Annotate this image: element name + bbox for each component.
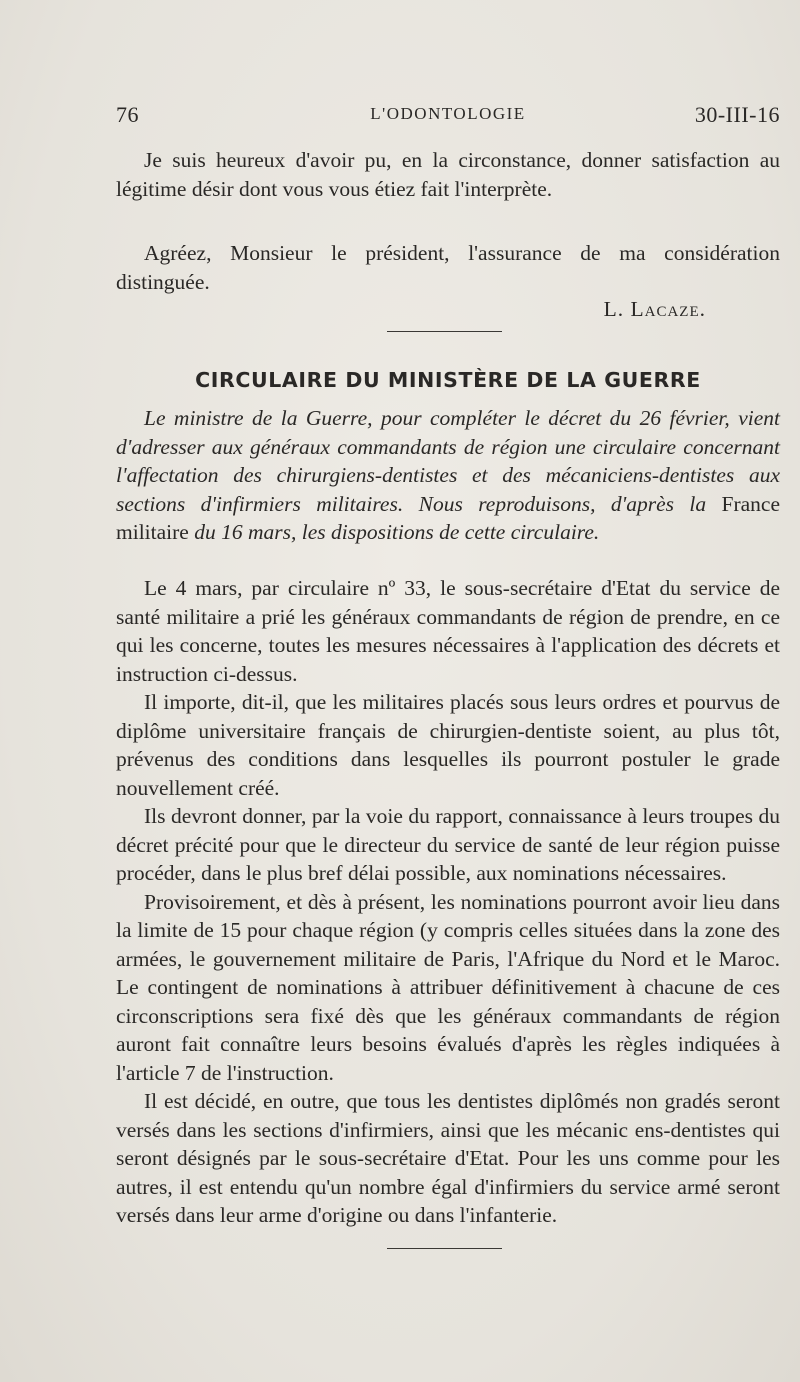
section-divider (387, 331, 502, 332)
signature (604, 297, 706, 322)
letter-paragraph-2 (116, 239, 780, 296)
intro-text-2: du 16 mars, les dispositions de cette circulaire. (188, 520, 600, 545)
intro-text-1: Le ministre de la Guerre, pour compléter le décret du 26 février, vient d'adresser aux généraux commandants de région une circulaire concernant l'affectation des chirurgiens-dentistes et des mécaniciens-dentistes aux sections d'infirmiers militaires. Nous reproduisons, d'après la (116, 406, 780, 516)
article-body (116, 574, 780, 1230)
intro-source: France militaire (116, 491, 780, 545)
issue-date: 30-III-16 (694, 102, 780, 127)
intro-paragraph (116, 404, 780, 547)
paragraph: Il importe, dit-il, que les militaires placés sous leurs ordres et pourvus de diplôme universitaire français de chirurgien-dentiste soient, au plus tôt, prévenus des conditions dans lesquelles ils pourront postuler le grade nouvellement créé. (116, 690, 780, 800)
paragraph: Provisoirement, et dès à présent, les nominations pourront avoir lieu dans la limite de 15 pour chaque région (y compris celles situées dans la zone des armées, le gouvernement militaire de Paris, l'Afrique du Nord et le Maroc. Le contingent de nominations à attribuer définitivement à chacune de ces circonscriptions sera fixé dès que les généraux commandants de région auront fait connaître leurs besoins évalués d'après les règles indiquées à l'article 7 de l'instruction. (116, 889, 780, 1085)
paragraph: Je suis heureux d'avoir pu, en la circonstance, donner satisfaction au légitime désir dont vous vous étiez fait l'interprète. (116, 148, 780, 201)
article-intro (116, 404, 780, 547)
article-title: CIRCULAIRE DU MINISTÈRE DE LA GUERRE (195, 368, 701, 392)
signature-initial: L. (603, 297, 625, 321)
letter-paragraph-1 (116, 146, 780, 203)
signature-name: Lacaze. (630, 297, 706, 321)
running-head (116, 102, 780, 132)
journal-title: L'ODONTOLOGIE (370, 104, 526, 123)
page-number: 76 (116, 102, 139, 127)
section-divider (387, 1248, 502, 1249)
paragraph: Agréez, Monsieur le président, l'assurance de ma considération distinguée. (116, 241, 780, 294)
paragraph: Le 4 mars, par circulaire nº 33, le sous-secrétaire d'Etat du service de santé militaire a prié les généraux commandants de région de prendre, en ce qui les concerne, toutes les mesures nécessaires à l'application des décrets et instruction ci-dessus. (116, 576, 780, 686)
paragraph: Ils devront donner, par la voie du rapport, connaissance à leurs troupes du décret précité pour que le directeur du service de santé de leur région puisse procéder, dans le plus bref délai possible, aux nominations nécessaires. (116, 804, 780, 885)
paragraph: Il est décidé, en outre, que tous les dentistes diplômés non gradés seront versés dans les sections d'infirmiers, ainsi que les mécanic ens-dentistes qui seront désignés par le sous-secrétaire d'Etat. Pour les uns comme pour les autres, il est entendu qu'un nombre égal d'infirmiers du service armé seront versés dans leur arme d'origine ou dans l'infanterie. (116, 1089, 780, 1227)
